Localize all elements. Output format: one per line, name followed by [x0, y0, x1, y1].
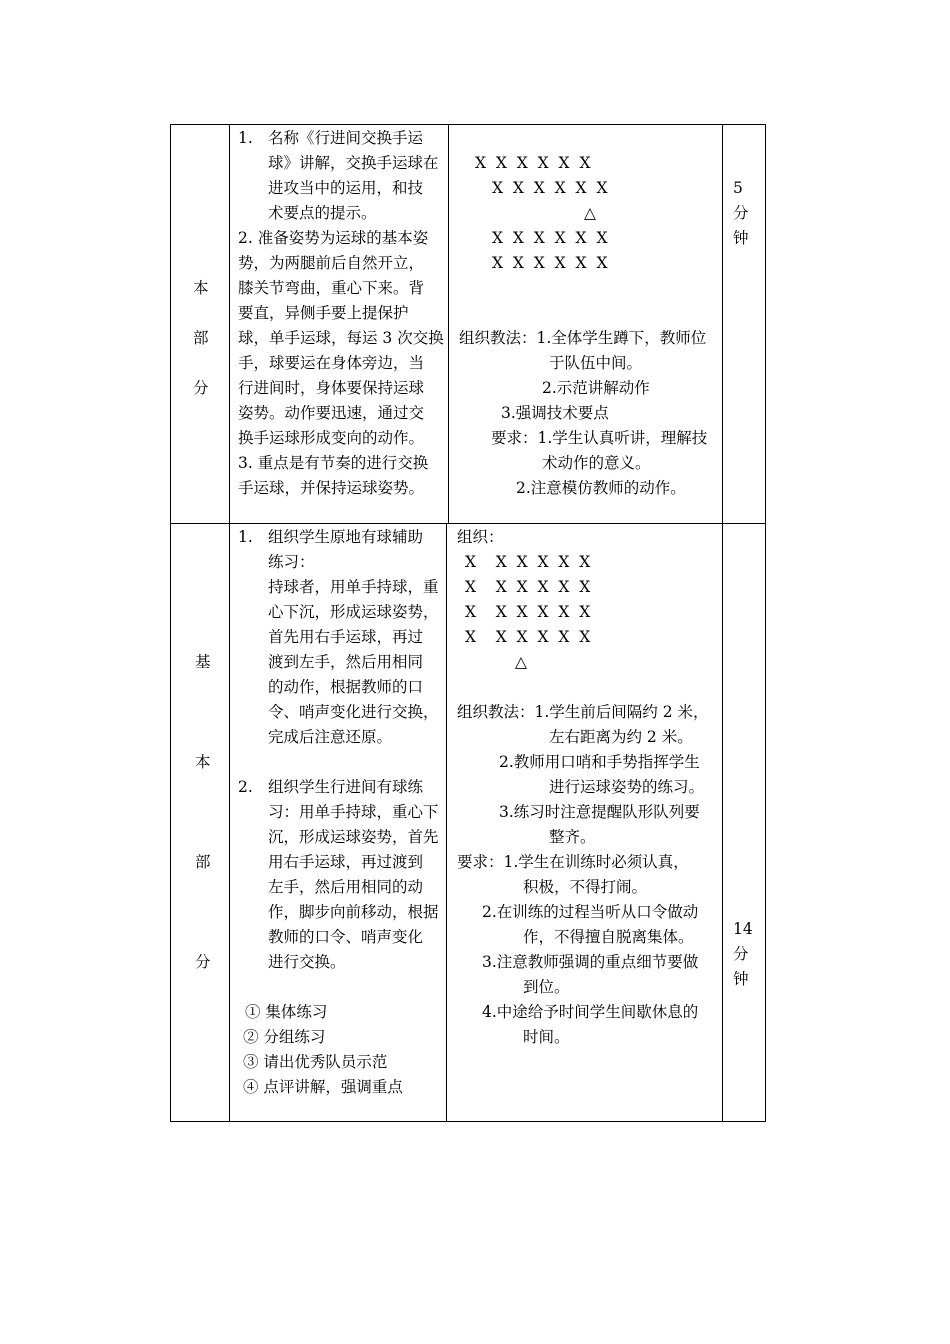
requirement-line: 要求：1.学生认真听讲，理解技 [491, 429, 708, 447]
method-line: 2.示范讲解动作 [542, 379, 650, 397]
content-line: 要直，异侧手要上提保护 [238, 304, 409, 322]
requirement-line: 作，不得擅自脱离集体。 [523, 928, 694, 946]
requirement-line: 积极，不得打闹。 [523, 878, 648, 896]
requirement-line: 2.在训练的过程当听从口令做动 [482, 903, 699, 921]
requirement-line: 4.中途给予时间学生间歇休息的 [482, 1003, 699, 1021]
practice-step: ④ 点评讲解，强调重点 [243, 1078, 403, 1096]
formation-row: X X X X X X [465, 578, 591, 596]
time-value: 5 [733, 179, 743, 197]
content-line: 2. 准备姿势为运球的基本姿 [238, 229, 429, 247]
method-line: 整齐。 [549, 828, 596, 846]
content-line: 手运球，并保持运球姿势。 [238, 479, 425, 497]
content-line: 教师的口令、哨声变化 [268, 928, 424, 946]
method-line: 3.强调技术要点 [501, 404, 609, 422]
content-line: 的动作，根据教师的口 [268, 678, 424, 696]
content-line: 球》讲解，交换手运球在 [268, 154, 439, 172]
content-line: 用右手运球，再过渡到 [268, 853, 424, 871]
content-line: 行进间时，身体要保持运球 [238, 379, 425, 397]
requirement-line: 到位。 [523, 978, 570, 996]
content-line: 名称《行进间交换手运 [268, 129, 424, 147]
content-line: 换手运球形成变向的动作。 [238, 429, 425, 447]
section2-label-char: 分 [195, 953, 211, 971]
column-divider-2-bottom [446, 523, 447, 1121]
content-line: 左手，然后用相同的动 [268, 878, 424, 896]
content-line: 球，单手运球，每运 3 次交换 [238, 329, 444, 347]
method-line: 组织教法：1.全体学生蹲下，教师位 [459, 329, 707, 347]
section2-label-char: 本 [195, 753, 211, 771]
time-value: 14 [733, 920, 753, 938]
requirement-line: 2.注意模仿教师的动作。 [516, 479, 686, 497]
content-line: 手，球要运在身体旁边，当 [238, 354, 425, 372]
content-line: 心下沉，形成运球姿势， [268, 603, 439, 621]
formation-row: X X X X X X [465, 553, 591, 571]
method-line: 组织教法：1.学生前后间隔约 2 米， [457, 703, 709, 721]
requirement-line: 3.注意教师强调的重点细节要做 [482, 953, 699, 971]
column-divider-1 [229, 125, 230, 1121]
method-line: 2.教师用口哨和手势指挥学生 [499, 753, 700, 771]
method-line: 于队伍中间。 [549, 354, 643, 372]
list-number: 1. [238, 129, 253, 147]
practice-step: ② 分组练习 [243, 1028, 326, 1046]
content-line: 3. 重点是有节奏的进行交换 [238, 454, 429, 472]
requirement-line: 要求：1.学生在训练时必须认真， [457, 853, 689, 871]
teacher-triangle: △ [515, 653, 527, 671]
formation-row: X X X X X X [475, 154, 591, 172]
practice-step: ③ 请出优秀队员示范 [243, 1053, 388, 1071]
content-line: 进攻当中的运用，和技 [268, 179, 424, 197]
method-line: 3.练习时注意提醒队形队列要 [499, 803, 700, 821]
content-line: 术要点的提示。 [268, 204, 377, 222]
content-line: 姿势。动作要迅速，通过交 [238, 404, 425, 422]
content-line: 练习： [268, 553, 315, 571]
content-line: 渡到左手，然后用相同 [268, 653, 424, 671]
formation-row: X X X X X X [465, 628, 591, 646]
content-line: 习：用单手持球，重心下 [268, 803, 439, 821]
time-unit: 分 [733, 945, 749, 963]
section1-label-char: 分 [193, 379, 209, 397]
formation-row: X X X X X X [492, 229, 608, 247]
section2-label-char: 部 [195, 853, 211, 871]
content-line: 完成后注意还原。 [268, 728, 393, 746]
content-line: 组织学生行进间有球练 [268, 778, 424, 796]
section2-label-char: 基 [195, 653, 211, 671]
row-divider [171, 523, 765, 524]
content-line: 持球者，用单手持球，重 [268, 578, 439, 596]
formation-row: X X X X X X [492, 254, 608, 272]
content-line: 沉，形成运球姿势，首先 [268, 828, 439, 846]
formation-row: X X X X X X [465, 603, 591, 621]
content-line: 组织学生原地有球辅助 [268, 528, 424, 546]
list-number: 2. [238, 778, 253, 796]
content-line: 进行交换。 [268, 953, 346, 971]
requirement-line: 术动作的意义。 [542, 454, 651, 472]
time-unit: 钟 [733, 229, 749, 247]
content-line: 作，脚步向前移动，根据 [268, 903, 439, 921]
lesson-plan-table [170, 124, 766, 1122]
content-line: 势，为两腿前后自然开立， [238, 254, 425, 272]
org-label: 组织： [457, 528, 504, 546]
time-unit: 钟 [733, 970, 749, 988]
time-unit: 分 [733, 204, 749, 222]
method-line: 左右距离为约 2 米。 [549, 728, 693, 746]
formation-row: X X X X X X [492, 179, 608, 197]
teacher-triangle: △ [584, 204, 596, 222]
practice-step: ① 集体练习 [245, 1003, 328, 1021]
section1-label-char: 部 [193, 329, 209, 347]
section1-label-char: 本 [193, 279, 209, 297]
requirement-line: 时间。 [523, 1028, 570, 1046]
content-line: 首先用右手运球，再过 [268, 628, 424, 646]
method-line: 进行运球姿势的练习。 [549, 778, 705, 796]
list-number: 1. [238, 528, 253, 546]
content-line: 令、哨声变化进行交换， [268, 703, 439, 721]
content-line: 膝关节弯曲，重心下来。背 [238, 279, 425, 297]
column-divider-2-top [448, 125, 449, 523]
column-divider-3 [722, 125, 723, 1121]
